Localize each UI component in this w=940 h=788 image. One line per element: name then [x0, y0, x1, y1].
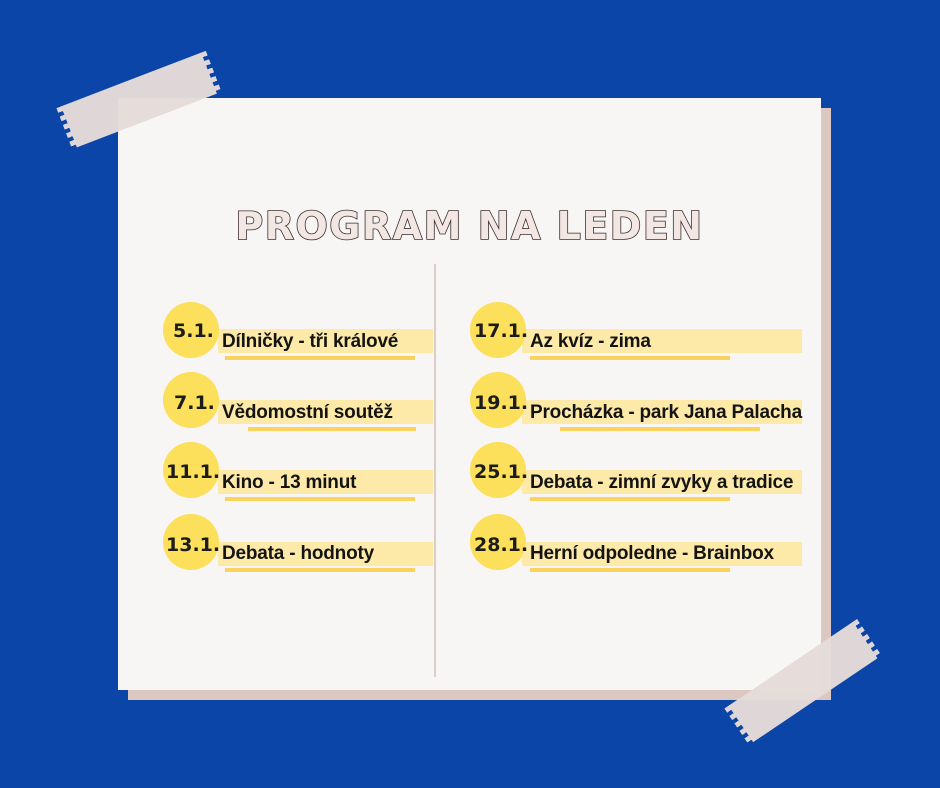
underline-bar	[225, 356, 415, 360]
underline-bar	[530, 356, 730, 360]
event-label: Herní odpoledne - Brainbox	[530, 543, 774, 564]
event-label: Vědomostní soutěž	[222, 402, 393, 423]
event-date: 19.1.	[474, 392, 529, 414]
underline-bar	[530, 568, 730, 572]
event-date: 5.1.	[173, 320, 214, 342]
event-label: Debata - zimní zvyky a tradice	[530, 472, 794, 493]
event-date: 11.1.	[166, 461, 221, 483]
event-label: Procházka - park Jana Palacha	[530, 402, 802, 423]
underline-bar	[225, 568, 415, 572]
event-label: Kino - 13 minut	[222, 472, 357, 493]
event-date: 28.1.	[474, 534, 529, 556]
event-date: 17.1.	[474, 320, 529, 342]
event-label: Dílničky - tři králové	[222, 331, 399, 352]
event-date: 25.1.	[474, 461, 529, 483]
event-label: Az kvíz - zima	[530, 331, 651, 352]
underline-bar	[560, 427, 760, 431]
underline-bar	[225, 497, 415, 501]
event-date: 7.1.	[174, 392, 215, 414]
event-date: 13.1.	[166, 534, 221, 556]
underline-bar	[248, 427, 416, 431]
page-title: PROGRAM NA LEDEN	[235, 204, 704, 248]
underline-bar	[530, 497, 730, 501]
column-divider	[434, 264, 436, 677]
event-label: Debata - hodnoty	[222, 543, 374, 564]
